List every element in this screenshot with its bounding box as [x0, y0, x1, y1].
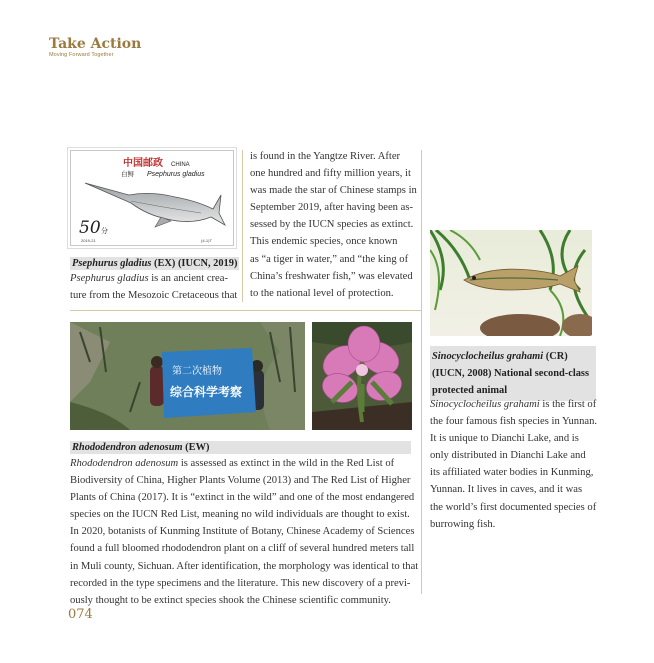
rhododendron-caption-status: (EW)	[182, 442, 210, 453]
column-divider	[242, 150, 243, 302]
stamp-denomination: 50	[79, 218, 101, 238]
rhododendron-flower-photo	[312, 322, 412, 430]
rhododendron-line: Rhododendron adenosum is assessed as extinct in the wild in the Red List of	[70, 458, 395, 469]
rhododendron-line: ously thought to be extinct species shook the Chinese scientific community.	[70, 594, 391, 606]
rhododendron-line: Plants of China (2017). It is “extinct in the wild” and one of the most endangered	[70, 492, 415, 504]
expedition-banner-photo	[70, 322, 305, 430]
section-subtitle: Moving Forward Together	[49, 52, 114, 58]
rhododendron-caption-latin: Rhododendron adenosum	[72, 442, 183, 453]
psephurus-right-line: sessed by the IUCN species as extinct.	[250, 219, 414, 231]
right-column-divider	[421, 150, 422, 594]
rhododendron-line: found a full bloomed rhododendron plant on a cliff of several hundred meters tall	[70, 543, 415, 555]
banner-photo-illustration	[70, 322, 305, 430]
rhododendron-caption	[70, 441, 411, 454]
header	[49, 36, 141, 59]
stamp-species-latin: Psephurus gladius	[147, 171, 205, 178]
sinocyclocheilus-line: the world’s first documented species of	[430, 501, 597, 513]
psephurus-right-line: was made the star of Chinese stamps in	[250, 185, 417, 197]
psephurus-right-line: September 2019, after having been as-	[250, 202, 413, 214]
psephurus-right-line: China’s freshwater fish,” was elevated	[250, 270, 413, 282]
section-title: Take Action	[49, 36, 142, 52]
stamp-country-cn: 中国邮政	[123, 158, 163, 169]
rhododendron-line: Biodiversity of China, Higher Plants Volume (2013) and The Red List of Higher	[70, 475, 411, 487]
sinocyclocheilus-line: Sinocyclocheilus grahami is the first of	[430, 399, 597, 410]
sinocyclocheilus-caption-line: Sinocyclocheilus grahami (CR)	[432, 351, 568, 362]
section-divider	[70, 310, 422, 311]
sinocyclocheilus-line: It is unique to Dianchi Lake, and is	[430, 433, 579, 445]
sinocyclocheilus-caption	[430, 346, 596, 401]
svg-text:(4-1)T: (4-1)T	[201, 238, 212, 243]
sinocyclocheilus-photo	[430, 230, 592, 336]
psephurus-caption	[70, 257, 239, 270]
page-number: 074	[68, 607, 93, 622]
psephurus-right-line: to the national level of protection.	[250, 287, 394, 299]
rhododendron-line: In 2020, botanists of Kunming Institute of Botany, Chinese Academy of Sciences	[70, 526, 415, 538]
flower-illustration	[312, 322, 412, 430]
psephurus-left-line: ture from the Mesozoic Cretaceous that	[70, 290, 238, 302]
sinocyclocheilus-line: only distributed in Dianchi Lake and	[430, 450, 586, 462]
rhododendron-text	[70, 455, 420, 609]
stamp-species-cn: 白鲟	[121, 170, 134, 178]
banner-text-mid: 综合科学考察	[170, 385, 243, 399]
sinocyclocheilus-caption-line: (IUCN, 2008) National second-class	[432, 368, 590, 379]
psephurus-text-right	[250, 148, 422, 302]
sinocyclocheilus-line: its affiliated water bodies in Kunming,	[430, 467, 594, 479]
sinocyclocheilus-line: the four famous fish species in Yunnan.	[430, 416, 598, 428]
psephurus-right-line: as “a tiger in water,” and “the king of	[250, 253, 409, 265]
stamp-country-en: CHINA	[171, 162, 190, 168]
sinocyclocheilus-caption-line: protected animal	[432, 385, 508, 396]
rhododendron-line: in Muli county, Sichuan. After identification, the morphology was identical to that	[70, 560, 419, 572]
banner-text-top: 第二次植物	[172, 366, 222, 377]
psephurus-right-line: one hundred and fifty million years, it	[250, 168, 411, 180]
rhododendron-line: recorded in the type specimens and the literature. This new discovery of a previ-	[70, 577, 411, 589]
psephurus-text-left	[70, 270, 240, 304]
sinocyclocheilus-line: burrowing fish.	[430, 518, 496, 530]
psephurus-right-line: This endemic species, once known	[250, 236, 398, 248]
fish-photo-illustration	[430, 230, 592, 336]
psephurus-left-line: Psephurus gladius is an ancient crea-	[70, 273, 228, 284]
psephurus-right-line: is found in the Yangtze River. After	[250, 151, 401, 162]
psephurus-stamp-image	[70, 150, 234, 246]
blue-banner	[162, 348, 256, 418]
psephurus-caption-latin: Psephurus gladius	[72, 258, 152, 269]
stamp-illustration	[71, 151, 233, 245]
svg-text:2019-21: 2019-21	[81, 238, 96, 243]
stamp-unit: 分	[101, 227, 108, 235]
sinocyclocheilus-text	[430, 396, 600, 533]
sinocyclocheilus-line: Yunnan. It lives in caves, and it was	[430, 484, 583, 496]
rhododendron-line: species on the IUCN Red List, meaning no wild individuals are thought to exist.	[70, 509, 410, 521]
psephurus-caption-status: (EX) (IUCN, 2019)	[151, 258, 238, 269]
